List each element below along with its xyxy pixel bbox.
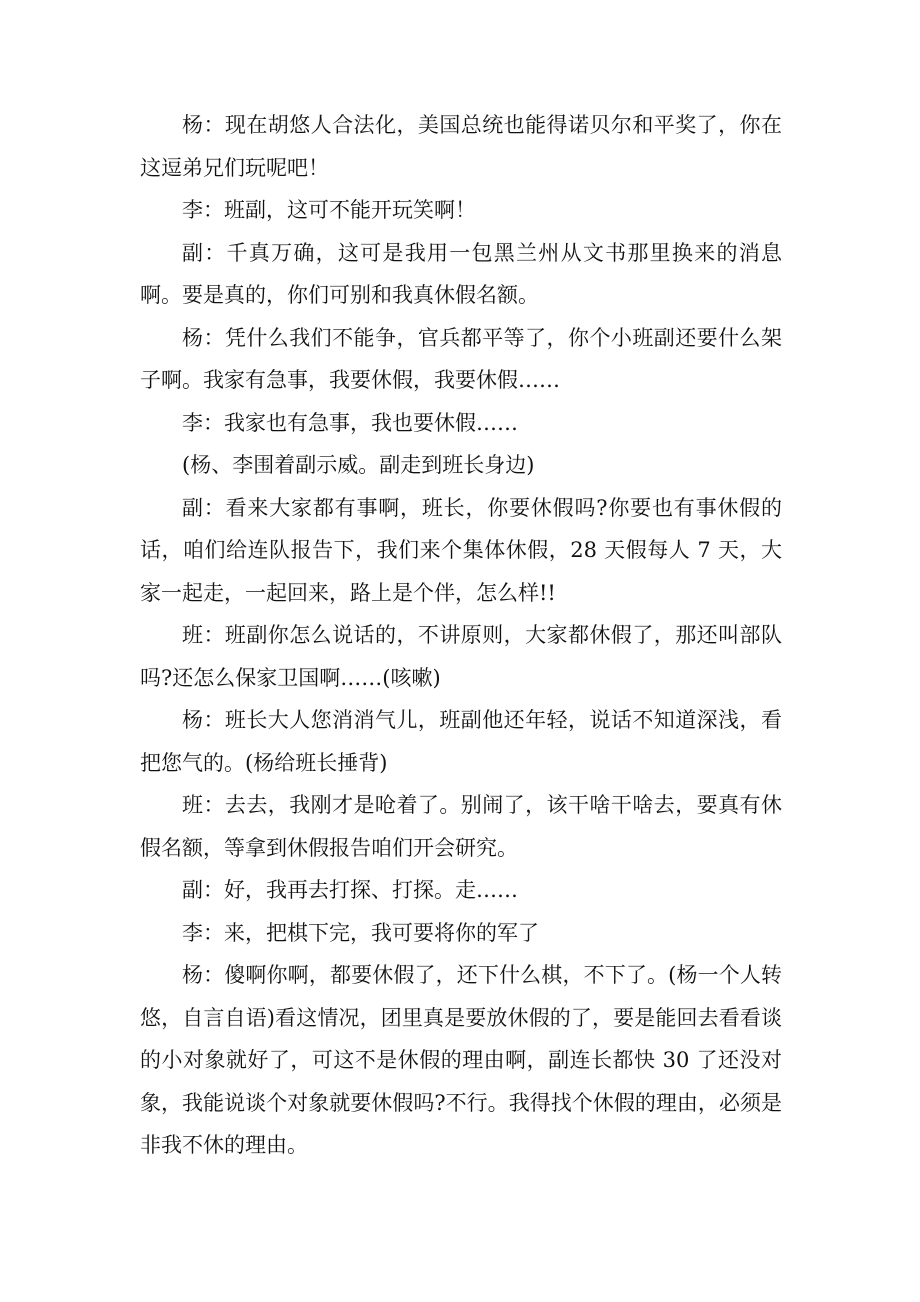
stage-direction: (杨、李围着副示威。副走到班长身边) bbox=[182, 453, 535, 477]
paragraph: 杨：现在胡悠人合法化，美国总统也能得诺贝尔和平奖了，你在这逗弟兄们玩呢吧！ bbox=[140, 113, 782, 180]
paragraph: 班：去去，我刚才是呛着了。别闹了，该干啥干啥去，要真有休假名额，等拿到休假报告咱们开会研究。 bbox=[140, 793, 782, 860]
paragraph: 杨：傻啊你啊，都要休假了，还下什么棋，不下了。(杨一个人转悠，自言自语)看这情况，团里真是要放休假的了，要是能回去看看谈的小对象就好了，可这不是休假的理由啊，副连长都快 30 了还没对象，我能说谈个对象就要休假吗?不行。我得找个休假的理由，必须是非我不休的理由。 bbox=[140, 963, 782, 1157]
paragraph: 李：班副，这可不能开玩笑啊！ bbox=[182, 198, 476, 222]
paragraph: 副：好，我再去打探、打探。走…… bbox=[182, 878, 518, 902]
document-body bbox=[140, 104, 782, 1167]
paragraph: 副：看来大家都有事啊，班长，你要休假吗?你要也有事休假的话，咱们给连队报告下，我们来个集体休假，28 天假每人 7 天，大家一起走，一起回来，路上是个伴，怎么样!! bbox=[140, 495, 782, 605]
paragraph: 杨：凭什么我们不能争，官兵都平等了，你个小班副还要什么架子啊。我家有急事，我要休假，我要休假…… bbox=[140, 325, 782, 392]
paragraph: 李：来，把棋下完，我可要将你的军了 bbox=[182, 920, 539, 945]
paragraph: 李：我家也有急事，我也要休假…… bbox=[182, 410, 518, 435]
paragraph: 杨：班长大人您消消气儿，班副他还年轻，说话不知道深浅，看把您气的。(杨给班长捶背) bbox=[140, 708, 782, 775]
paragraph: 副：千真万确，这可是我用一包黑兰州从文书那里换来的消息啊。要是真的，你们可别和我真休假名额。 bbox=[140, 240, 782, 307]
paragraph: 班：班副你怎么说话的，不讲原则，大家都休假了，那还叫部队吗?还怎么保家卫国啊……(咳嗽) bbox=[140, 623, 782, 690]
